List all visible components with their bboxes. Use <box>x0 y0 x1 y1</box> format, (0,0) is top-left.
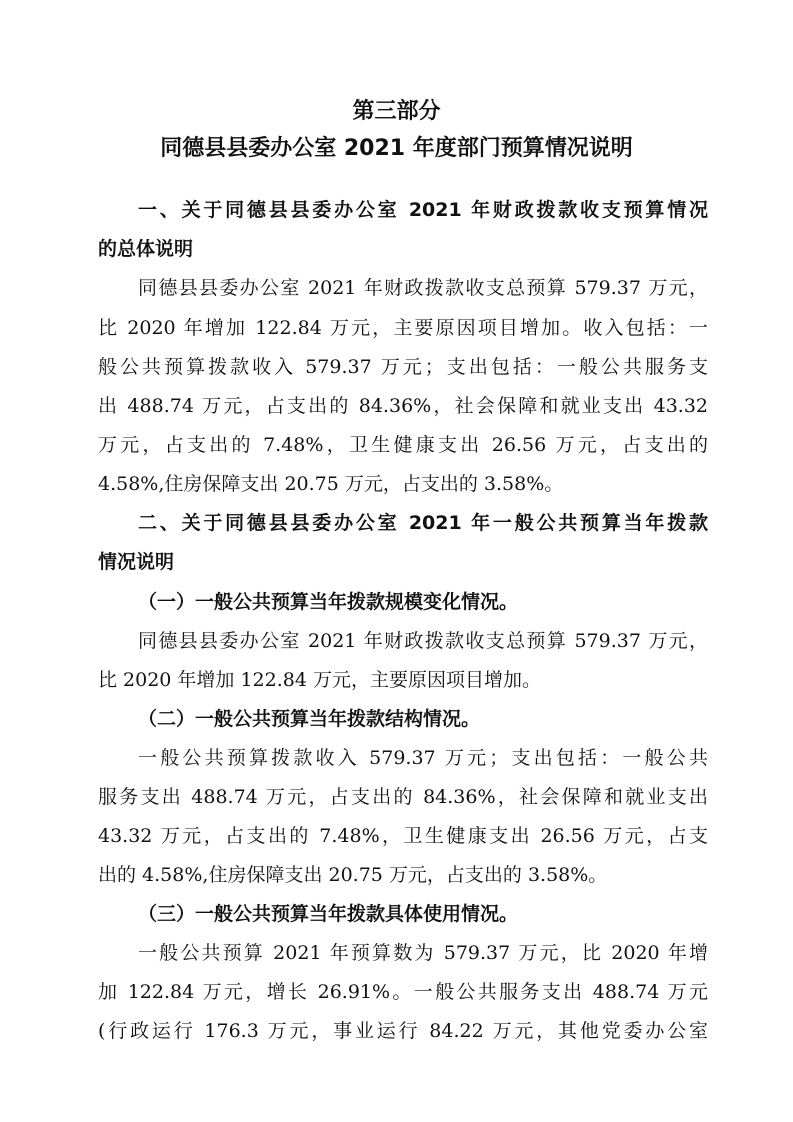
subsection-1-paragraph-line: 同德县县委办公室 2021 年财政拨款收支总预算 579.37 万元， <box>138 630 708 652</box>
section-2-heading: 二、关于同德县县委办公室 2021 年一般公共预算当年拨款 <box>138 512 708 534</box>
section-1-paragraph-line: 4.58%,住房保障支出 20.75 万元，占支出的 3.58%。 <box>98 473 564 495</box>
section-1-paragraph-line: 同德县县委办公室 2021 年财政拨款收支总预算 579.37 万元， <box>138 277 708 299</box>
subsection-3-paragraph-line: (行政运行 176.3 万元，事业运行 84.22 万元，其他党委办公室 <box>98 1020 708 1042</box>
subsection-3-paragraph-line: 加 122.84 万元，增长 26.91%。一般公共服务支出 488.74 万元 <box>98 981 708 1003</box>
section-1-heading: 的总体说明 <box>98 238 194 260</box>
subsection-2-paragraph-line: 43.32 万元，占支出的 7.48%，卫生健康支出 26.56 万元，占支 <box>98 825 708 847</box>
section-1-paragraph-line: 出 488.74 万元，占支出的 84.36%，社会保障和就业支出 43.32 <box>98 395 708 417</box>
subsection-1-paragraph-line: 比 2020 年增加 122.84 万元，主要原因项目增加。 <box>98 669 541 691</box>
section-1-heading: 一、关于同德县县委办公室 2021 年财政拨款收支预算情况 <box>138 199 708 221</box>
subsection-3-paragraph-line: 一般公共预算 2021 年预算数为 579.37 万元，比 2020 年增 <box>138 942 708 964</box>
document-title: 同德县县委办公室 2021 年度部门预算情况说明 <box>160 136 633 161</box>
subsection-2-paragraph-line: 一般公共预算拨款收入 579.37 万元；支出包括：一般公共 <box>138 747 708 769</box>
part-title: 第三部分 <box>352 99 441 124</box>
subsection-1-heading: （一）一般公共预算当年拨款规模变化情况。 <box>138 591 519 613</box>
subsection-3-heading: （三）一般公共预算当年拨款具体使用情况。 <box>138 903 519 925</box>
section-2-heading: 情况说明 <box>98 551 175 573</box>
section-1-paragraph-line: 般公共预算拨款收入 579.37 万元；支出包括：一般公共服务支 <box>98 356 708 378</box>
section-1-paragraph-line: 万元，占支出的 7.48%，卫生健康支出 26.56 万元，占支出的 <box>98 434 708 456</box>
section-1-paragraph-line: 比 2020 年增加 122.84 万元，主要原因项目增加。收入包括：一 <box>98 317 708 339</box>
subsection-2-heading: （二）一般公共预算当年拨款结构情况。 <box>138 708 481 730</box>
subsection-2-paragraph-line: 出的 4.58%,住房保障支出 20.75 万元，占支出的 3.58%。 <box>98 864 608 886</box>
subsection-2-paragraph-line: 服务支出 488.74 万元，占支出的 84.36%，社会保障和就业支出 <box>98 786 708 808</box>
